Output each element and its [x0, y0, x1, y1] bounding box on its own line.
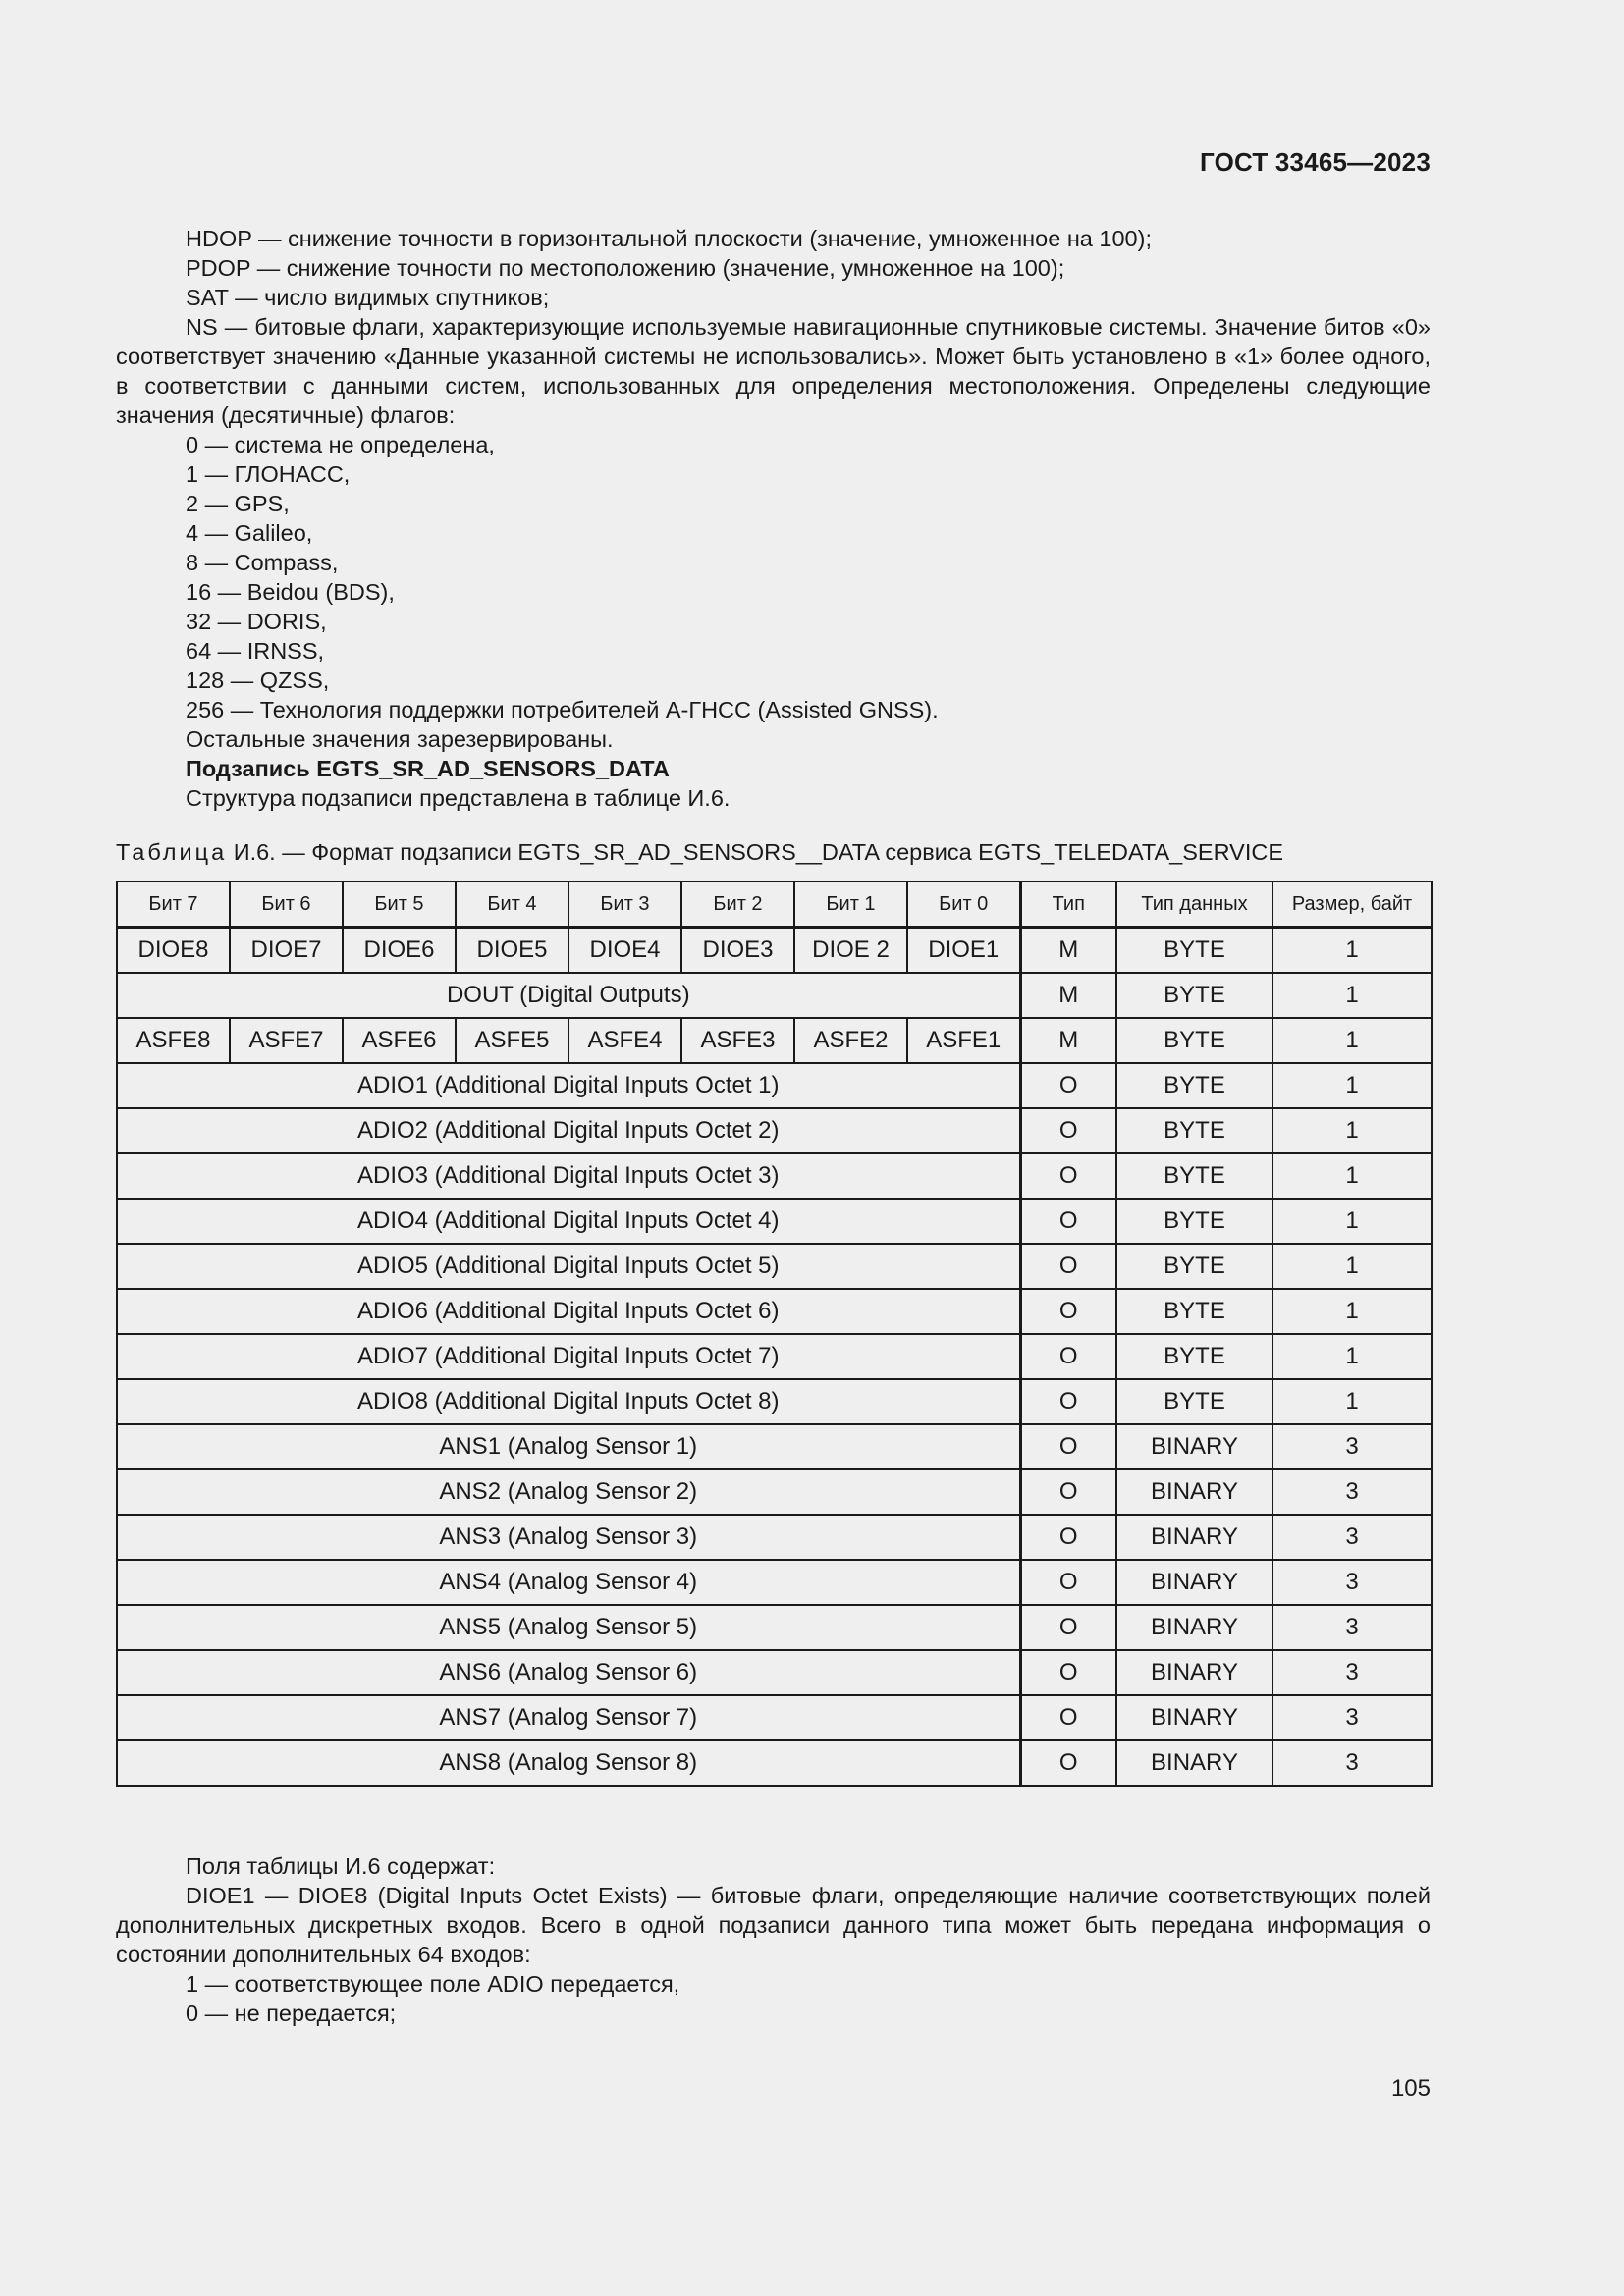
dtype-cell: BYTE	[1116, 1199, 1272, 1244]
flag-item: 8 — Compass,	[186, 550, 339, 575]
bit-cell: DIOE1	[907, 928, 1020, 974]
table-row	[117, 1605, 1432, 1650]
reserved-note: Остальные значения зарезервированы.	[186, 726, 614, 752]
size-cell: 1	[1272, 1289, 1432, 1334]
type-cell: O	[1020, 1695, 1116, 1740]
type-cell: O	[1020, 1153, 1116, 1199]
bit-cell: DIOE3	[681, 928, 794, 974]
type-cell: O	[1020, 1515, 1116, 1560]
table-row	[117, 1244, 1432, 1289]
type-cell: O	[1020, 1244, 1116, 1289]
field-name-cell: ANS3 (Analog Sensor 3)	[117, 1515, 1020, 1560]
size-cell: 3	[1272, 1605, 1432, 1650]
bit-cell: ASFE2	[794, 1018, 907, 1063]
table-row	[117, 1695, 1432, 1740]
dtype-cell: BYTE	[1116, 1379, 1272, 1424]
flag-item: 0 — система не определена,	[186, 432, 495, 457]
fields-intro: Поля таблицы И.6 содержат:	[186, 1853, 496, 1879]
after-table-text	[116, 1851, 1431, 2028]
paragraph-sat: SAT — число видимых спутников;	[186, 285, 550, 310]
subrecord-heading: Подзапись EGTS_SR_AD_SENSORS_DATA	[186, 756, 670, 781]
paragraph-ns: NS — битовые флаги, характеризующие используемые навигационные спутниковые системы. Значение битов «0» соответствует значению «Данные указанной системы не использовались». Может быть установлено в «1» более одного, в соответствии с данными систем, использованных для определения местоположения. Определены следующие значения (десятичные) флагов:	[116, 314, 1431, 428]
size-cell: 1	[1272, 1334, 1432, 1379]
table-row-dout	[117, 973, 1432, 1018]
value-item: 1 — соответствующее поле ADIO передается,	[186, 1971, 680, 1997]
dtype-cell: BINARY	[1116, 1605, 1272, 1650]
field-name-cell: ANS8 (Analog Sensor 8)	[117, 1740, 1020, 1786]
field-name-cell: ANS7 (Analog Sensor 7)	[117, 1695, 1020, 1740]
dtype-cell: BYTE	[1116, 1063, 1272, 1108]
table-row	[117, 1153, 1432, 1199]
type-cell: O	[1020, 1063, 1116, 1108]
size-cell: 3	[1272, 1469, 1432, 1515]
field-name-cell: ANS1 (Analog Sensor 1)	[117, 1424, 1020, 1469]
size-cell: 1	[1272, 1018, 1432, 1063]
column-header: Размер, байт	[1272, 881, 1432, 928]
dtype-cell: BINARY	[1116, 1560, 1272, 1605]
field-name-cell: ANS6 (Analog Sensor 6)	[117, 1650, 1020, 1695]
paragraph-pdop: PDOP — снижение точности по местоположению (значение, умноженное на 100);	[186, 255, 1065, 281]
size-cell: 1	[1272, 1153, 1432, 1199]
flag-item: 64 — IRNSS,	[186, 638, 325, 664]
dtype-cell: BINARY	[1116, 1650, 1272, 1695]
subrecord-intro: Структура подзаписи представлена в таблице И.6.	[186, 785, 731, 811]
type-cell: O	[1020, 1289, 1116, 1334]
table-row	[117, 1063, 1432, 1108]
field-name-cell: ADIO4 (Additional Digital Inputs Octet 4)	[117, 1199, 1020, 1244]
type-cell: O	[1020, 1424, 1116, 1469]
format-table	[116, 881, 1433, 1787]
size-cell: 1	[1272, 1379, 1432, 1424]
field-name-cell: ADIO3 (Additional Digital Inputs Octet 3)	[117, 1153, 1020, 1199]
dtype-cell: BINARY	[1116, 1695, 1272, 1740]
field-name-cell: ADIO6 (Additional Digital Inputs Octet 6)	[117, 1289, 1020, 1334]
field-name-cell: ANS2 (Analog Sensor 2)	[117, 1469, 1020, 1515]
table-caption-text: И.6. — Формат подзаписи EGTS_SR_AD_SENSORS__DATA сервиса EGTS_TELEDATA_SERVICE	[233, 839, 1283, 865]
type-cell: O	[1020, 1334, 1116, 1379]
dioe-description: DIOE1 — DIOE8 (Digital Inputs Octet Exists) — битовые флаги, определяющие наличие соответствующих полей дополнительных дискретных входов. Всего в одной подзаписи данного типа может быть передана информация о состоянии дополнительных 64 входов:	[116, 1883, 1431, 1967]
dtype-cell: BYTE	[1116, 1244, 1272, 1289]
field-name-cell: ADIO5 (Additional Digital Inputs Octet 5)	[117, 1244, 1020, 1289]
dtype-cell: BINARY	[1116, 1424, 1272, 1469]
flag-item: 4 — Galileo,	[186, 520, 313, 546]
flag-item: 128 — QZSS,	[186, 667, 330, 693]
column-header: Тип данных	[1116, 881, 1272, 928]
table-row	[117, 1334, 1432, 1379]
table-row	[117, 1379, 1432, 1424]
column-header: Бит 6	[230, 881, 343, 928]
bit-cell: DIOE8	[117, 928, 230, 974]
bit-cell: ASFE7	[230, 1018, 343, 1063]
paragraph-hdop: HDOP — снижение точности в горизонтальной плоскости (значение, умноженное на 100);	[186, 226, 1152, 251]
type-cell: M	[1020, 928, 1116, 974]
type-cell: O	[1020, 1605, 1116, 1650]
table-caption	[116, 837, 1490, 867]
size-cell: 3	[1272, 1560, 1432, 1605]
type-cell: O	[1020, 1650, 1116, 1695]
field-name-cell: ADIO1 (Additional Digital Inputs Octet 1)	[117, 1063, 1020, 1108]
dtype-cell: BINARY	[1116, 1469, 1272, 1515]
bit-cell: ASFE3	[681, 1018, 794, 1063]
table-row-dioe	[117, 928, 1432, 974]
dtype-cell: BYTE	[1116, 1289, 1272, 1334]
size-cell: 1	[1272, 1108, 1432, 1153]
table-row	[117, 1289, 1432, 1334]
flag-item: 256 — Технология поддержки потребителей А-ГНСС (Assisted GNSS).	[186, 697, 939, 722]
dtype-cell: BINARY	[1116, 1515, 1272, 1560]
type-cell: O	[1020, 1560, 1116, 1605]
size-cell: 1	[1272, 1063, 1432, 1108]
type-cell: O	[1020, 1469, 1116, 1515]
field-name-cell: ANS4 (Analog Sensor 4)	[117, 1560, 1020, 1605]
dtype-cell: BYTE	[1116, 1108, 1272, 1153]
flag-item: 1 — ГЛОНАСС,	[186, 461, 351, 487]
bit-cell: ASFE6	[343, 1018, 456, 1063]
type-cell: O	[1020, 1108, 1116, 1153]
size-cell: 1	[1272, 973, 1432, 1018]
field-name-cell: ADIO7 (Additional Digital Inputs Octet 7)	[117, 1334, 1020, 1379]
column-header: Бит 5	[343, 881, 456, 928]
field-name-cell: ADIO8 (Additional Digital Inputs Octet 8)	[117, 1379, 1020, 1424]
dtype-cell: BYTE	[1116, 1018, 1272, 1063]
table-row	[117, 1199, 1432, 1244]
dtype-cell: BYTE	[1116, 973, 1272, 1018]
dtype-cell: BINARY	[1116, 1740, 1272, 1786]
table-row	[117, 1469, 1432, 1515]
flag-item: 2 — GPS,	[186, 491, 290, 516]
dtype-cell: BYTE	[1116, 1153, 1272, 1199]
bit-cell: DIOE7	[230, 928, 343, 974]
value-item: 0 — не передается;	[186, 2001, 397, 2026]
table-caption-label: Таблица	[116, 839, 228, 865]
field-name-cell: DOUT (Digital Outputs)	[117, 973, 1020, 1018]
column-header: Тип	[1020, 881, 1116, 928]
type-cell: O	[1020, 1199, 1116, 1244]
column-header: Бит 7	[117, 881, 230, 928]
size-cell: 3	[1272, 1650, 1432, 1695]
flag-item: 16 — Beidou (BDS),	[186, 579, 395, 605]
flag-item: 32 — DORIS,	[186, 609, 327, 634]
bit-cell: DIOE 2	[794, 928, 907, 974]
table-row	[117, 1740, 1432, 1786]
size-cell: 1	[1272, 1199, 1432, 1244]
column-header: Бит 1	[794, 881, 907, 928]
dtype-cell: BYTE	[1116, 1334, 1272, 1379]
table-row	[117, 1560, 1432, 1605]
bit-cell: DIOE4	[568, 928, 681, 974]
type-cell: O	[1020, 1379, 1116, 1424]
table-row	[117, 1424, 1432, 1469]
table-row	[117, 1650, 1432, 1695]
bit-cell: ASFE5	[456, 1018, 568, 1063]
bit-cell: ASFE8	[117, 1018, 230, 1063]
bit-cell: ASFE4	[568, 1018, 681, 1063]
column-header: Бит 2	[681, 881, 794, 928]
bit-cell: ASFE1	[907, 1018, 1020, 1063]
size-cell: 3	[1272, 1424, 1432, 1469]
table-row	[117, 1515, 1432, 1560]
page-number: 105	[1390, 2075, 1431, 2102]
column-header: Бит 0	[907, 881, 1020, 928]
type-cell: O	[1020, 1740, 1116, 1786]
type-cell: M	[1020, 1018, 1116, 1063]
size-cell: 1	[1272, 928, 1432, 974]
table-row	[117, 1108, 1432, 1153]
table-header-row	[117, 881, 1432, 928]
bit-cell: DIOE6	[343, 928, 456, 974]
type-cell: M	[1020, 973, 1116, 1018]
field-name-cell: ADIO2 (Additional Digital Inputs Octet 2)	[117, 1108, 1020, 1153]
size-cell: 3	[1272, 1515, 1432, 1560]
size-cell: 1	[1272, 1244, 1432, 1289]
table-row-asfe	[117, 1018, 1432, 1063]
column-header: Бит 4	[456, 881, 568, 928]
field-name-cell: ANS5 (Analog Sensor 5)	[117, 1605, 1020, 1650]
size-cell: 3	[1272, 1695, 1432, 1740]
column-header: Бит 3	[568, 881, 681, 928]
document-header: ГОСТ 33465—2023	[1200, 147, 1431, 177]
size-cell: 3	[1272, 1740, 1432, 1786]
dtype-cell: BYTE	[1116, 928, 1272, 974]
bit-cell: DIOE5	[456, 928, 568, 974]
intro-text	[116, 224, 1431, 813]
